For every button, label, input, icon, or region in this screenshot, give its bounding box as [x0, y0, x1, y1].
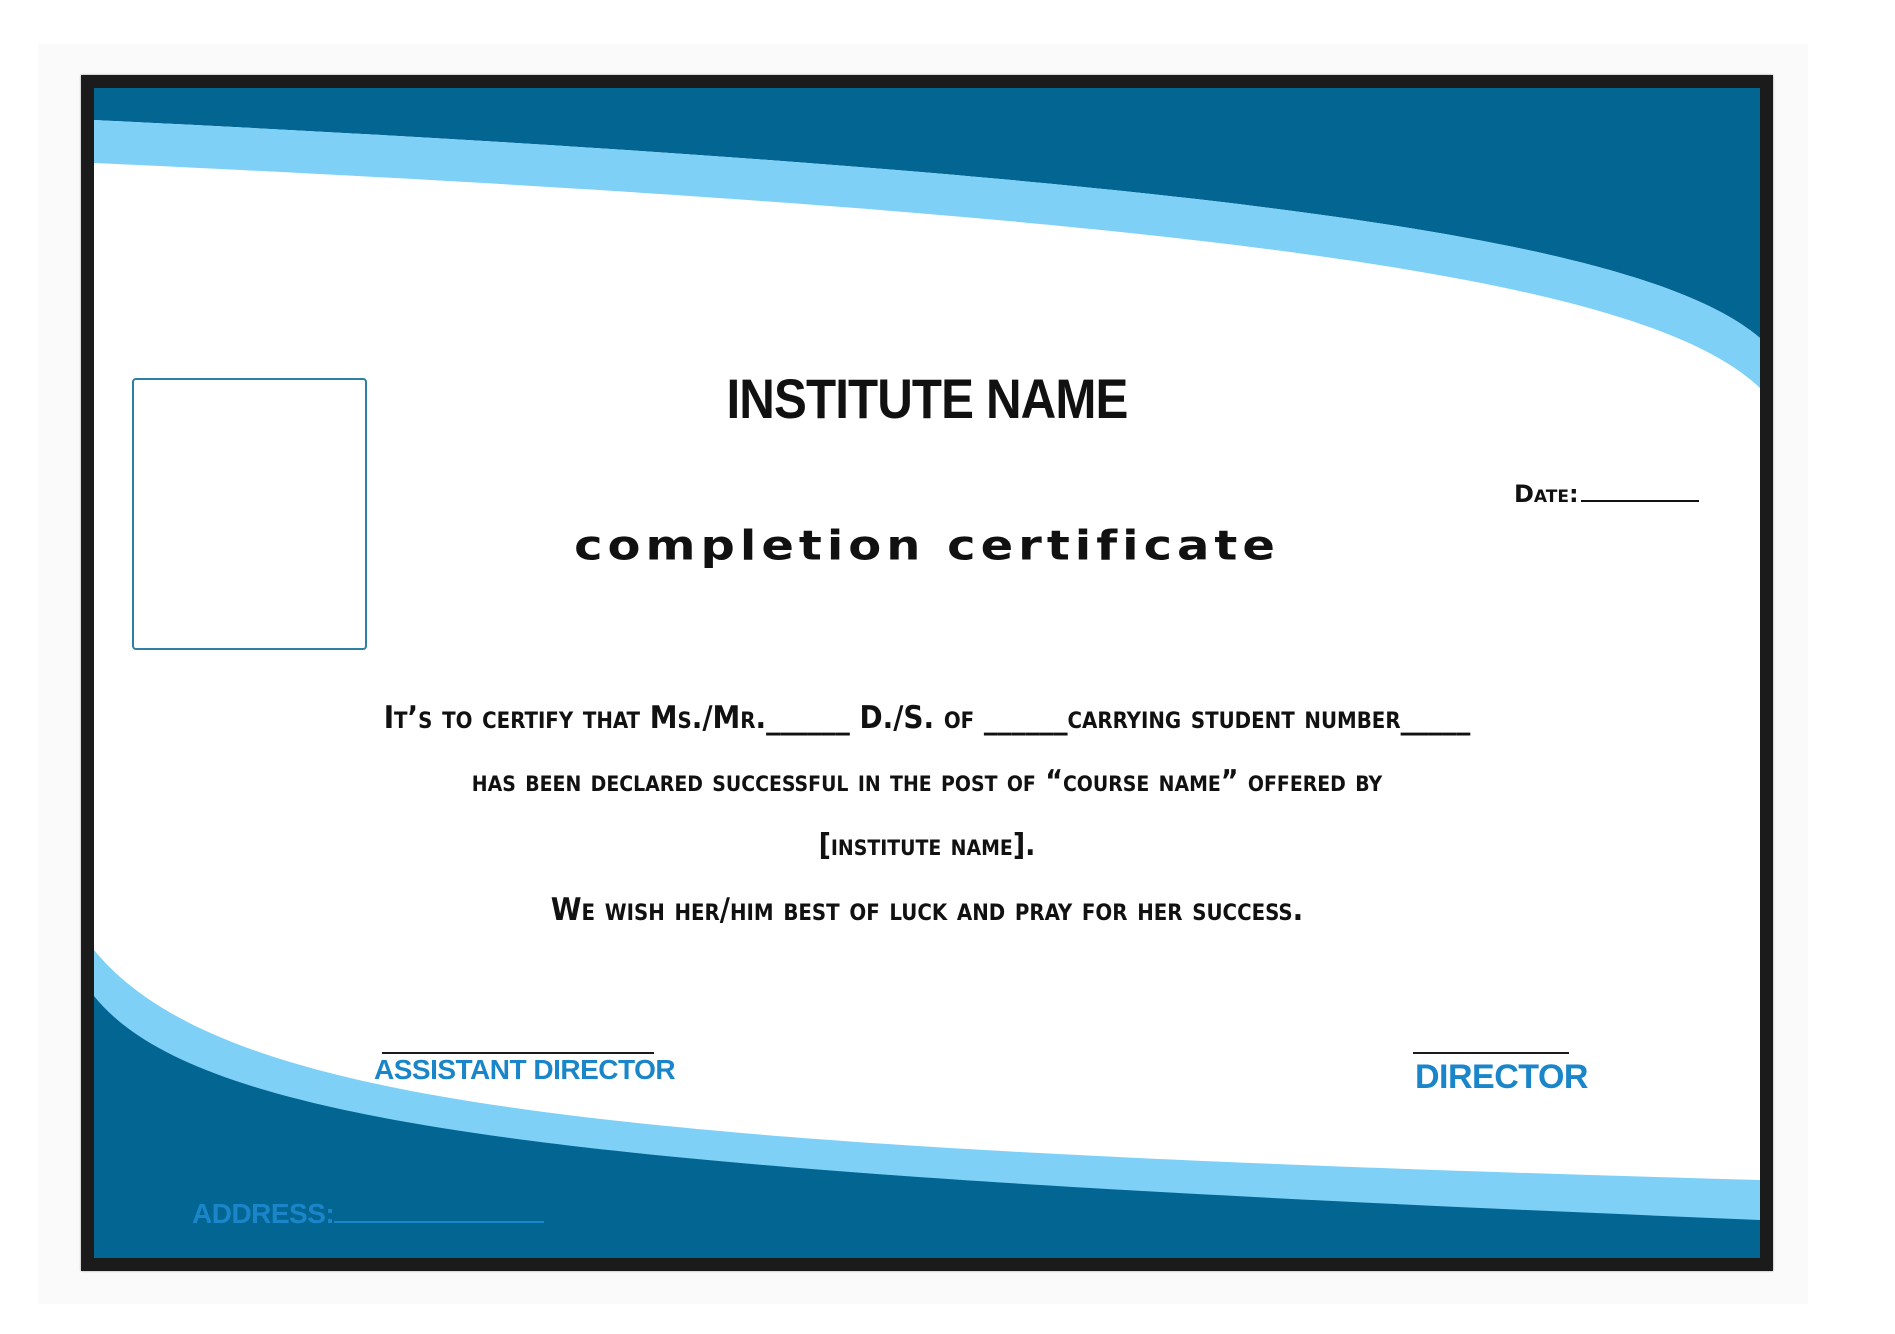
body-line-4: We wish her/him best of luck and pray for her success.	[550, 892, 1304, 928]
certificate-body	[94, 88, 1760, 1258]
assistant-director-label: ASSISTANT DIRECTOR	[374, 1054, 676, 1085]
institute-name-heading: INSTITUTE NAME	[726, 367, 1128, 430]
body-line-3: [institute name].	[818, 828, 1036, 863]
director-label: DIRECTOR	[1415, 1058, 1588, 1096]
certificate-frame	[81, 75, 1773, 1271]
director-signature-line	[1413, 1052, 1569, 1054]
address-blank-line	[334, 1221, 544, 1223]
address-label: ADDRESS:	[192, 1198, 335, 1229]
address-field	[192, 1198, 544, 1230]
date-blank-line	[1581, 500, 1699, 502]
body-line-1: It’s to certify that Ms./Mr.______ D./S. of ______carrying student number_____	[383, 700, 1471, 736]
date-field	[1514, 480, 1699, 508]
date-label: Date:	[1514, 480, 1579, 508]
body-line-2: has been declared successful in the post of “course name” offered by	[471, 764, 1383, 799]
certificate-title: completion certificate	[574, 522, 1280, 570]
